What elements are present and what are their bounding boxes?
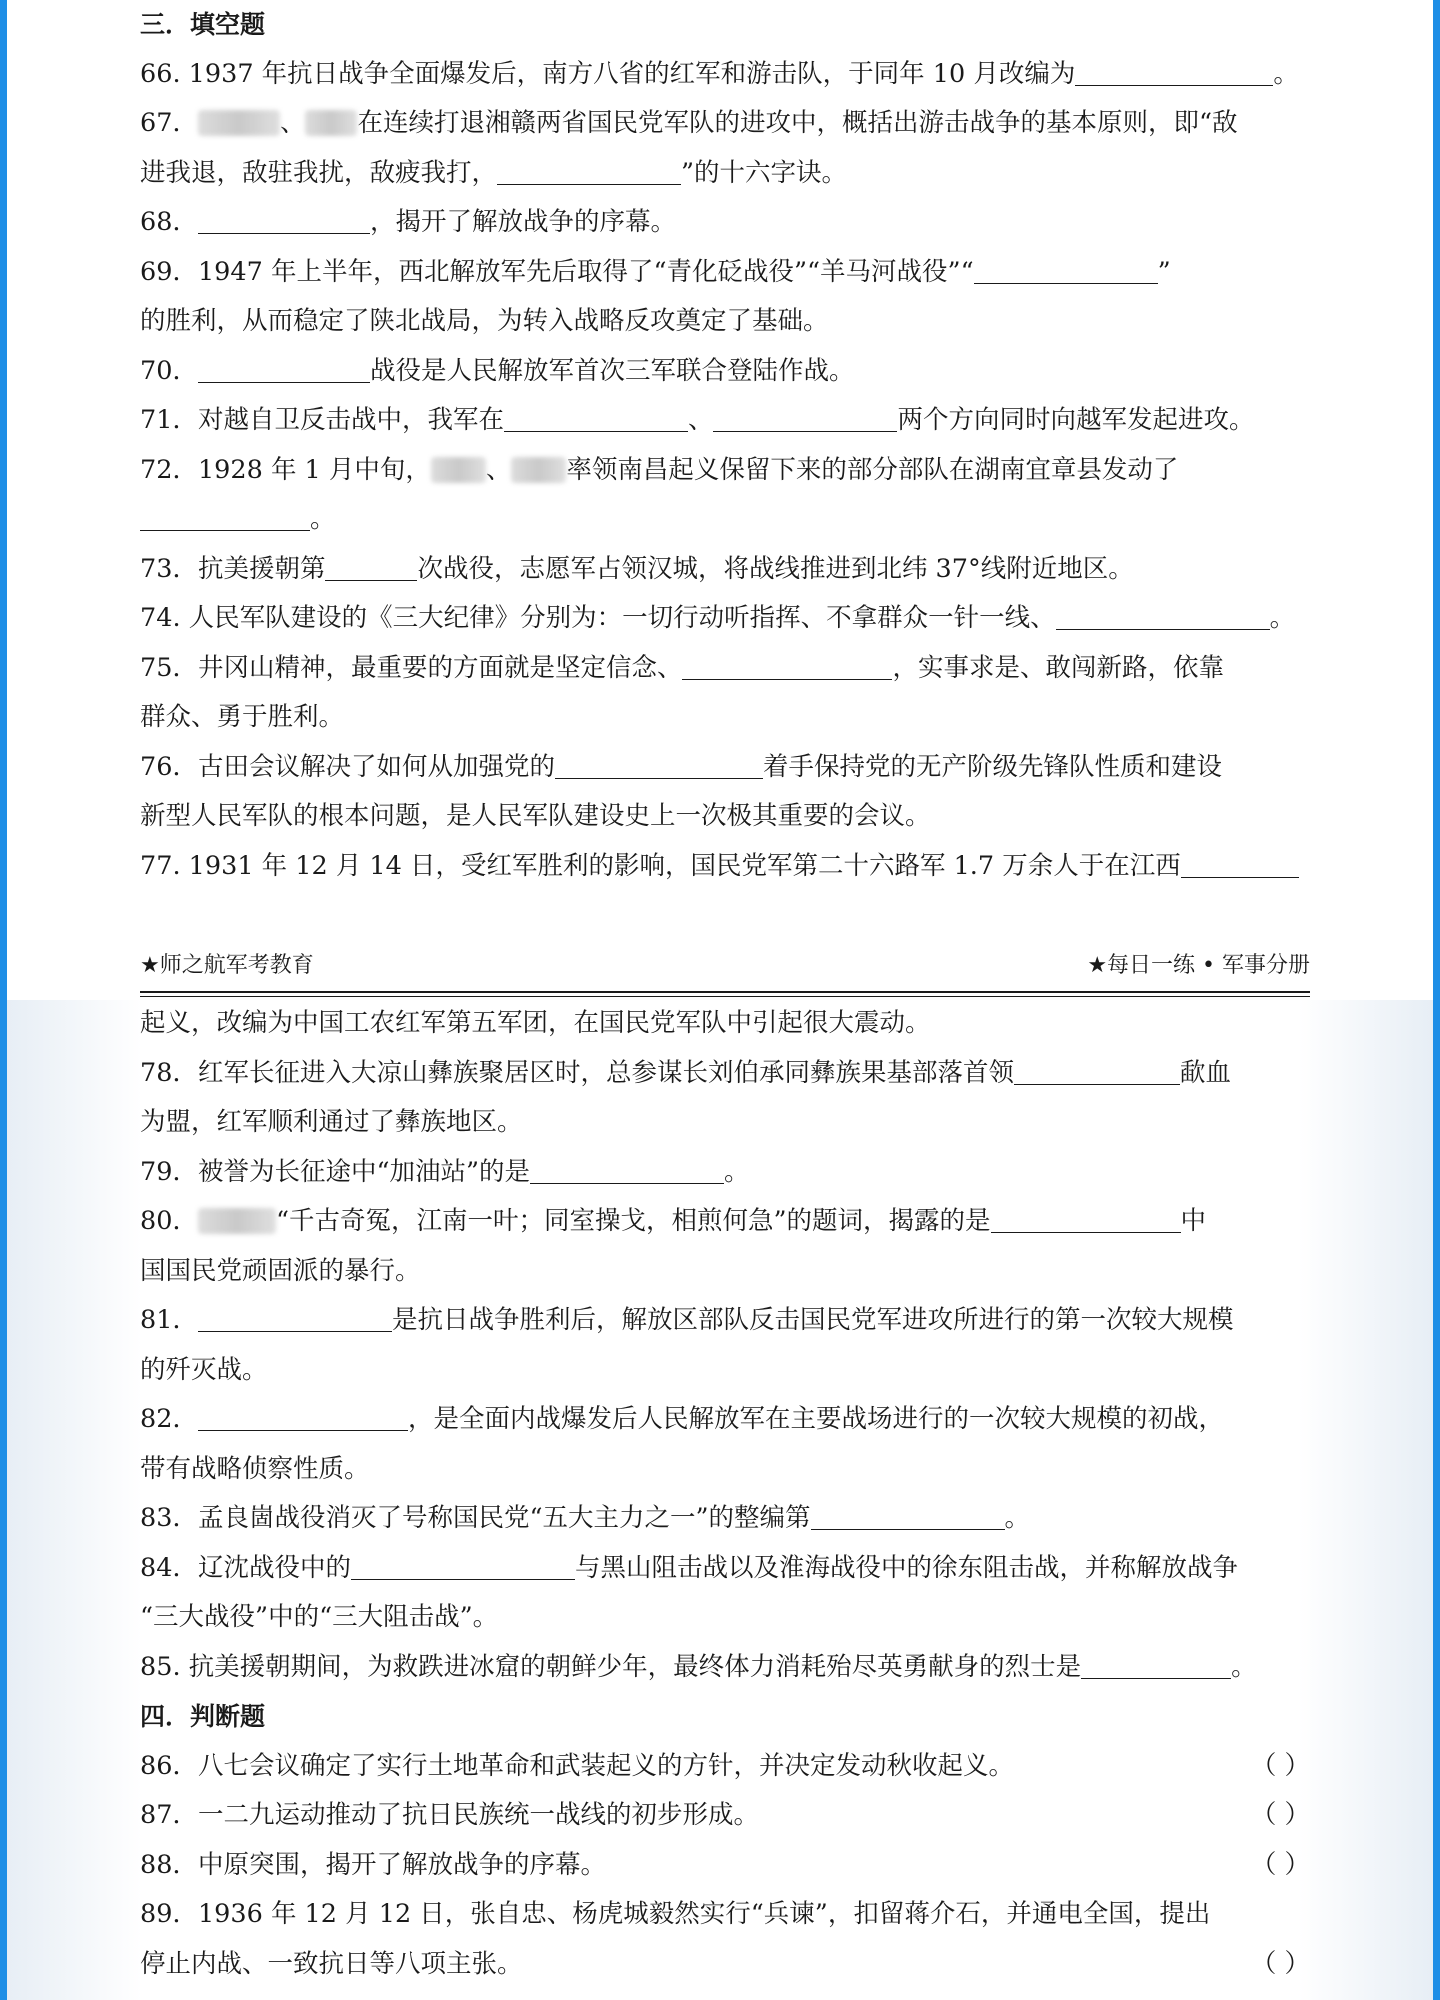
page-border-left — [0, 0, 7, 2000]
answer-blank[interactable] — [1081, 1652, 1231, 1679]
page-border-right — [1433, 0, 1440, 2000]
question-77: 77. 1931 年 12 月 14 日，受红军胜利的影响，国民党军第二十六路军 1.7 万余人于在江西 — [140, 842, 1310, 892]
answer-blank[interactable] — [198, 1305, 392, 1332]
answer-blank[interactable] — [811, 1503, 1005, 1530]
answer-blank[interactable] — [504, 405, 688, 432]
question-79: 79．被誉为长征途中“加油站”的是 。 — [140, 1156, 750, 1187]
question-72-line-2: 。 — [140, 495, 1310, 545]
question-84-line-2: “三大战役”中的“三大阻击战”。 — [140, 1602, 499, 1632]
redacted-name — [431, 457, 486, 483]
question-86: 86．八七会议确定了实行土地革命和武装起义的方针，并决定发动秋收起义。 （ ） — [140, 1742, 1310, 1792]
document-page — [140, 0, 1310, 1989]
question-89-line-2: 停止内战、一致抗日等八项主张。 （ ） — [140, 1940, 1310, 1990]
answer-parentheses[interactable]: （ ） — [1250, 1849, 1310, 1880]
answer-blank[interactable] — [1014, 1058, 1180, 1085]
answer-blank[interactable] — [555, 752, 763, 779]
question-67-line-2: 进我退，敌驻我扰，敌疲我打， ”的十六字诀。 — [140, 157, 848, 188]
question-66: 66. 1937 年抗日战争全面爆发后，南方八省的红军和游击队，于同年 10 月改编为 。 — [140, 58, 1299, 89]
question-73: 73．抗美援朝第 次战役，志愿军占领汉城，将战线推进到北纬 37°线附近地区。 — [140, 553, 1134, 584]
answer-blank[interactable] — [198, 356, 370, 383]
answer-parentheses[interactable]: （ ） — [1250, 1750, 1310, 1781]
question-69-line-2: 的胜利，从而稳定了陕北战局，为转入战略反攻奠定了基础。 — [140, 306, 829, 336]
question-76-line-2: 新型人民军队的根本问题，是人民军队建设史上一次极其重要的会议。 — [140, 801, 931, 831]
background-tint-right — [1298, 1000, 1433, 2000]
question-75-line-2: 群众、勇于胜利。 — [140, 702, 345, 732]
redacted-name — [198, 110, 280, 136]
page-header — [140, 929, 1310, 991]
redacted-name — [305, 110, 357, 136]
question-80: 80． “千古奇冤，江南一叶；同室操戈，相煎何急”的题词，揭露的是 中 — [140, 1206, 1207, 1236]
answer-parentheses[interactable]: （ ） — [1250, 1800, 1310, 1830]
question-71: 71．对越自卫反击战中，我军在 、 两个方向同时向越军发起进攻。 — [140, 405, 1255, 435]
answer-blank[interactable] — [140, 504, 310, 531]
question-76: 76．古田会议解决了如何从加强党的 着手保持党的无产阶级先锋队性质和建设 — [140, 751, 1222, 782]
question-78-line-2: 为盟，红军顺利通过了彝族地区。 — [140, 1107, 523, 1137]
question-81-line-2: 的歼灭战。 — [140, 1354, 268, 1385]
answer-blank[interactable] — [530, 1157, 724, 1184]
answer-blank[interactable] — [1056, 603, 1270, 630]
publisher-label: ★师之航军考教育 — [140, 953, 314, 978]
question-78: 78．红军长征进入大凉山彝族聚居区时，总参谋长刘伯承同彝族果基部落首领 歃血 — [140, 1057, 1231, 1088]
answer-blank[interactable] — [351, 1553, 575, 1580]
answer-blank[interactable] — [198, 207, 370, 234]
question-74: 74. 人民军队建设的《三大纪律》分别为：一切行动听指挥、不拿群众一针一线、 。 — [140, 603, 1296, 633]
question-70: 70． 战役是人民解放军首次三军联合登陆作战。 — [140, 355, 855, 386]
answer-blank[interactable] — [497, 158, 681, 185]
question-69: 69．1947 年上半年，西北解放军先后取得了“青化砭战役”“羊马河战役”“ ” — [140, 256, 1171, 287]
answer-blank[interactable] — [991, 1206, 1181, 1233]
question-84: 84．辽沈战役中的 与黑山阻击战以及淮海战役中的徐东阻击战，并称解放战争 — [140, 1552, 1238, 1583]
question-68: 68． ，揭开了解放战争的序幕。 — [140, 207, 676, 237]
question-72: 72．1928 年 1 月中旬， 、 率领南昌起义保留下来的部分部队在湖南宜章县发动了 — [140, 454, 1179, 485]
question-75: 75．井冈山精神，最重要的方面就是坚定信念、 ，实事求是、敢闯新路，依靠 — [140, 652, 1224, 683]
answer-blank[interactable] — [1181, 851, 1299, 878]
answer-blank[interactable] — [325, 554, 417, 581]
answer-parentheses[interactable]: （ ） — [1250, 1948, 1310, 1979]
answer-blank[interactable] — [974, 257, 1158, 284]
answer-blank[interactable] — [1075, 59, 1273, 86]
question-82: 82． ，是全面内战爆发后人民解放军在主要战场进行的一次较大规模的初战， — [140, 1404, 1224, 1434]
answer-blank[interactable] — [682, 653, 892, 680]
question-81: 81． 是抗日战争胜利后，解放区部队反击国民党军进攻所进行的第一次较大规模 — [140, 1305, 1234, 1335]
question-67: 67． 、 在连续打退湘赣两省国民党军队的进攻中，概括出游击战争的基本原则，即“敌 — [140, 108, 1238, 138]
question-88: 88．中原突围，揭开了解放战争的序幕。 （ ） — [140, 1841, 1310, 1891]
question-89: 89．1936 年 12 月 12 日，张自忠、杨虎城毅然实行“兵谏”，扣留蒋介石，并通电全国，提出 — [140, 1899, 1211, 1929]
question-80-line-2: 国国民党顽固派的暴行。 — [140, 1255, 421, 1286]
header-rule — [140, 991, 1310, 997]
question-77-line-2: 起义，改编为中国工农红军第五军团，在国民党军队中引起很大震动。 — [140, 1008, 931, 1038]
background-tint-left — [7, 1000, 142, 2000]
question-82-line-2: 带有战略侦察性质。 — [140, 1453, 370, 1484]
question-83: 83．孟良崮战役消灭了号称国民党“五大主力之一”的整编第 。 — [140, 1503, 1031, 1533]
redacted-name — [198, 1208, 276, 1234]
section-title-fill-blank: 三．填空题 — [140, 10, 266, 39]
question-87: 87．一二九运动推动了抗日民族统一战线的初步形成。 （ ） — [140, 1791, 1310, 1841]
answer-blank[interactable] — [198, 1404, 408, 1431]
section-title-true-false: 四．判断题 — [140, 1702, 266, 1731]
answer-blank[interactable] — [713, 405, 897, 432]
question-85: 85. 抗美援朝期间，为救跌进冰窟的朝鲜少年，最终体力消耗殆尽英勇献身的烈士是 。 — [140, 1651, 1257, 1682]
redacted-name — [511, 457, 566, 483]
series-label: ★每日一练 • 军事分册 — [1087, 953, 1310, 978]
